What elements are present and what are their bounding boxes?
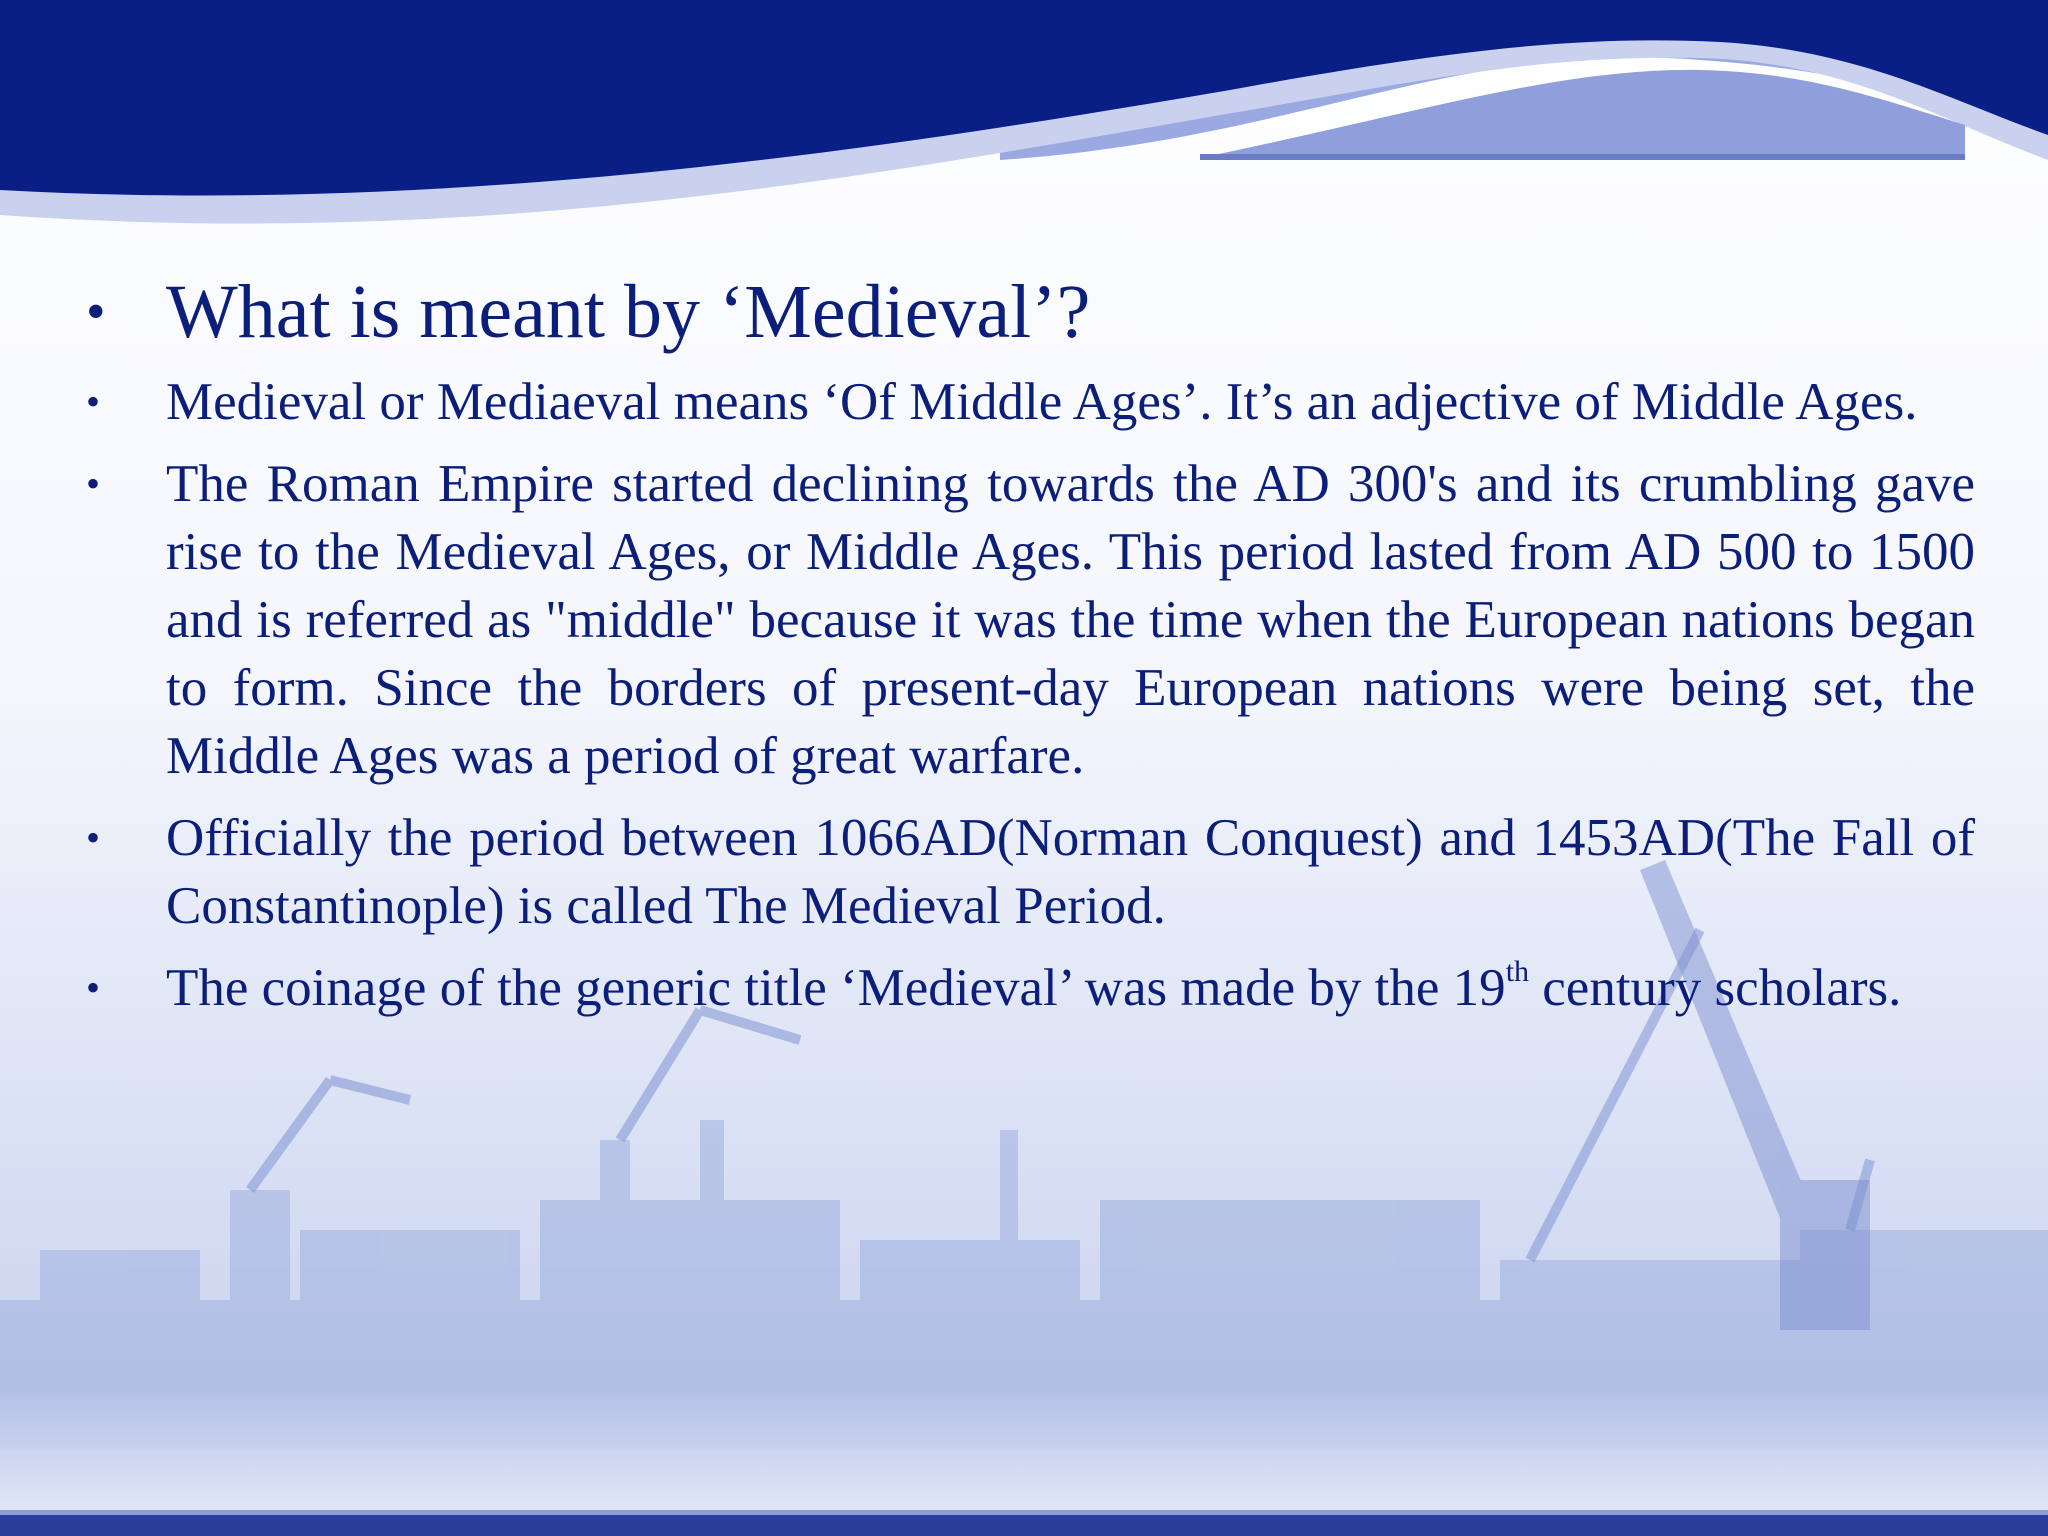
bullet-text-3: Officially the period between 1066AD(Norman Conquest) and 1453AD(The Fall of Constantinople) is called The Medieval Period. — [166, 809, 1975, 935]
bullet-text-4-before: The coinage of the generic title ‘Medieval’ was made by the 19 — [166, 959, 1506, 1017]
slide-title-bullet — [80, 265, 1975, 360]
bullet-text-2: The Roman Empire started declining towards the AD 300's and its crumbling gave rise to the Medieval Ages, or Middle Ages. This period lasted from AD 500 to 1500 and is referred as "middle" because it was the time when the European nations began to form. Since the borders of present-day European nations were being set, the Middle Ages was a period of great warfare. — [166, 455, 1975, 785]
bullet-item-4 — [80, 954, 1975, 1022]
slide-content — [80, 265, 1975, 1036]
slide-title: What is meant by ‘Medieval’? — [166, 270, 1091, 354]
bullet-marker: • — [86, 379, 101, 424]
bullet-marker: • — [86, 965, 101, 1010]
bullet-marker: • — [86, 815, 101, 860]
bullet-item-2 — [80, 450, 1975, 790]
bullet-text-4 — [166, 955, 1902, 1017]
bullet-item-3 — [80, 804, 1975, 940]
bullet-marker: • — [86, 281, 106, 343]
bullet-text-4-after: century scholars. — [1529, 959, 1902, 1017]
bullet-item-1 — [80, 368, 1975, 436]
bullet-text-1: Medieval or Mediaeval means ‘Of Middle Ages’. It’s an adjective of Middle Ages. — [166, 373, 1918, 431]
ordinal-superscript: th — [1505, 955, 1530, 988]
bullet-marker: • — [86, 461, 101, 506]
